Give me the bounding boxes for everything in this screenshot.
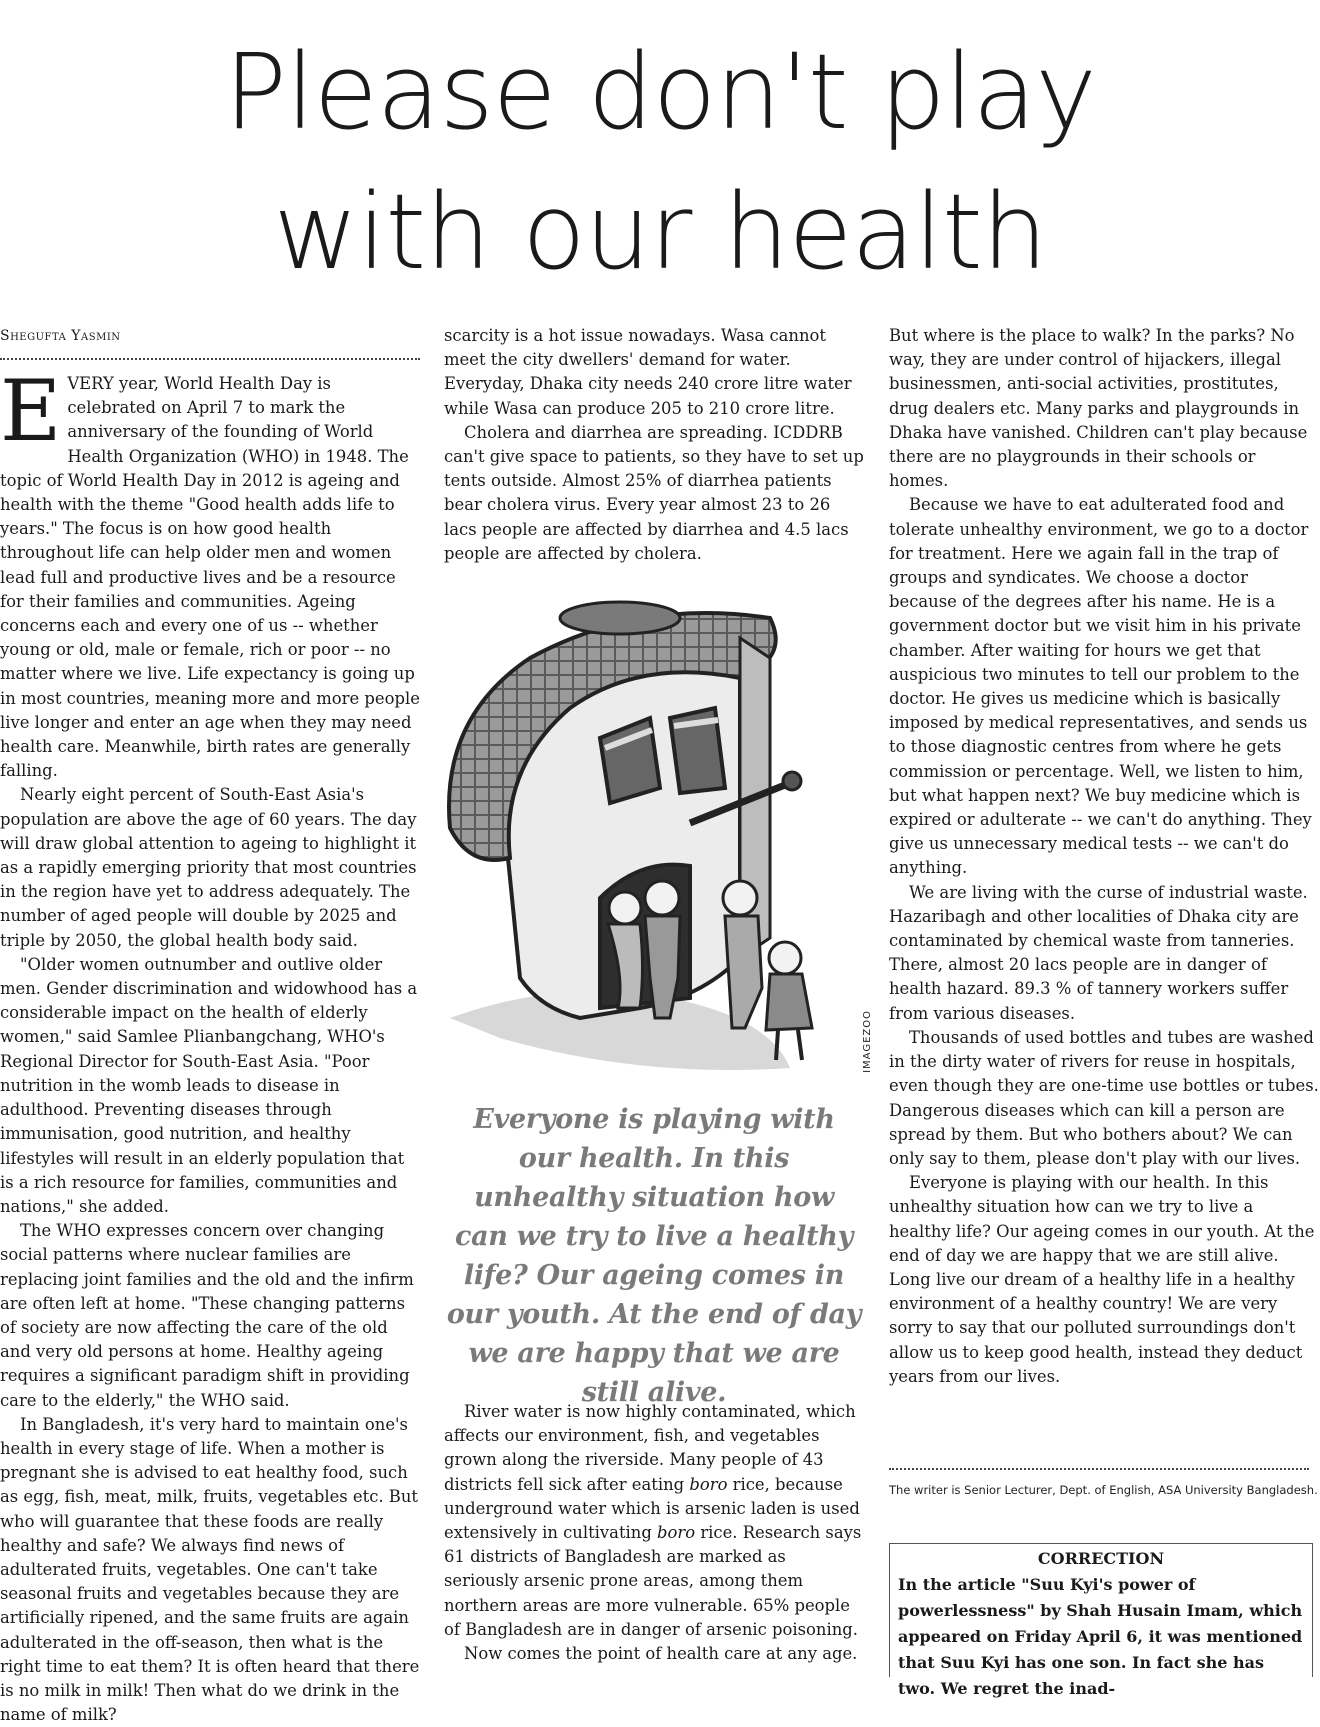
italic-term: boro <box>657 1523 696 1543</box>
text-run: River water is now highly contaminated, which affects our environment, fish, and vegetables grown along the riverside. Many people of 43 districts fell sick after eating <box>444 1402 856 1494</box>
person-2-head <box>645 881 679 915</box>
headline <box>0 22 1320 302</box>
article-paragraph: Everyone is playing with our health. In this unhealthy situation how can we try to live a healthy life? Our ageing comes in our youth. At the end of day we are happy that we are still alive. Long live our dream of a healthy life in a healthy environment of a healthy country! We are very sorry to say that our polluted surroundings don't allow us to keep good health, instead they deduct years from our lives. <box>889 1173 1315 1386</box>
headline-line-1: Please don't play <box>224 31 1096 153</box>
illustration-credit: IMAGEZOO <box>862 1010 873 1073</box>
person-4-leg <box>798 1030 802 1060</box>
person-3-body <box>725 916 762 1028</box>
person-4-body <box>766 974 812 1030</box>
article-paragraph: scarcity is a hot issue nowadays. Wasa cannot meet the city dwellers' demand for water. Everyday, Dhaka city needs 240 crore litre water while Wasa can produce 205 to 210 crore litre. <box>444 326 852 418</box>
byline-divider <box>0 358 420 360</box>
text-run: rice, because underground water which is arsenic laden is used extensively in cultivating <box>444 1474 860 1543</box>
article-paragraph: Cholera and diarrhea are spreading. ICDDRB can't give space to patients, so they have to set up tents outside. Almost 25% of diarrhea patients bear cholera virus. Every year almost 23 to 26 lacs people are affected by diarrhea and 4.5 lacs people are affected by cholera. <box>444 422 864 563</box>
thermometer-bulb <box>783 772 801 790</box>
article-paragraph: Now comes the point of health care at any age. <box>464 1644 858 1664</box>
first-paragraph-text: VERY year, World Health Day is celebrated on April 7 to mark the anniversary of the founding of World Health Organization (WHO) in 1948. The topic of World Health Day in 2012 is ageing and health with the theme "Good health adds life to years." The focus is on how good health throughout life can help older men and women lead full and productive lives and be a resource for their families and communities. Ageing concerns each and every one of us -- whether young or old, male or female, rich or poor -- no matter where we live. Life expectancy is going up in most countries, meaning more and more people live longer and enter an age when they may need health care. Meanwhile, birth rates are generally falling. <box>0 374 420 781</box>
writer-divider <box>889 1468 1309 1470</box>
person-4-head <box>769 942 801 974</box>
article-column-2-bottom <box>444 1400 864 1666</box>
article-paragraph <box>444 1400 864 1642</box>
pull-quote: Everyone is playing with our health. In this unhealthy situation how can we try to live a healthy life? Our ageing comes in our youth. At the end of day we are happy that we are still alive. <box>446 1104 862 1408</box>
article-column-3 <box>889 324 1319 1389</box>
article-column-2 <box>444 324 864 566</box>
drop-cap: E <box>0 362 62 460</box>
byline: Shegufta Yasmin <box>0 328 121 344</box>
correction-title: CORRECTION <box>1037 1549 1165 1568</box>
article-paragraph: In Bangladesh, it's very hard to maintain one's health in every stage of life. When a mother is pregnant she is advised to eat healthy food, such as egg, fish, meat, milk, fruits, vegetables etc. But who will guarantee that these foods are really healthy and safe? We always find news of adulterated fruits, vegetables. One can't take seasonal fruits and vegetables because they are artificially ripened, and the same fruits are again adulterated in the off-season, then what is the right time to eat them? It is often heard that there is no milk in milk! Then what do we drink in the name of milk? <box>0 1414 420 1725</box>
house-illustration <box>440 598 860 1088</box>
article-column-1 <box>0 324 420 1727</box>
article-paragraph <box>0 362 420 783</box>
writer-note: The writer is Senior Lecturer, Dept. of English, ASA University Bangladesh. <box>889 1483 1318 1497</box>
person-4-leg <box>776 1030 778 1060</box>
article-paragraph: The WHO expresses concern over changing social patterns where nuclear families are replacing joint families and the old and the infirm are often left at home. "These changing patterns of society are now affecting the care of the old and very old persons at home. Healthy ageing requires a significant paradigm shift in providing care to the elderly," the WHO said. <box>0 1221 414 1410</box>
headline-line-2: with our health <box>273 171 1047 293</box>
correction-box <box>889 1543 1313 1698</box>
italic-term: boro <box>689 1474 728 1494</box>
text-run: rice. Research says 61 districts of Bangladesh are marked as seriously arsenic prone areas, among them northern areas are more vulnerable. 65% people of Bangladesh are in danger of arsenic poisoning. <box>444 1523 862 1639</box>
person-1-head <box>609 892 641 924</box>
article-paragraph: Nearly eight percent of South-East Asia's population are above the age of 60 years. The day will draw global attention to ageing to highlight it as a rapidly emerging priority that most countries in the region have yet to address adequately. The number of aged people will double by 2025 and triple by 2050, the global health body said. <box>0 785 417 950</box>
correction-text: In the article "Suu Kyi's power of powerlessness" by Shah Husain Imam, which appeared on Friday April 6, it was mentioned that Suu Kyi has one son. In fact she has two. We regret the inad- <box>898 1575 1303 1698</box>
article-paragraph: But where is the place to walk? In the parks? No way, they are under control of hijackers, illegal businessmen, anti-social activities, prostitutes, drug dealers etc. Many parks and playgrounds in Dhaka have vanished. Children can't play because there are no playgrounds in their schools or homes. <box>889 326 1308 491</box>
sick-house-drawing <box>440 598 860 1088</box>
article-paragraph: "Older women outnumber and outlive older men. Gender discrimination and widowhood has a considerable impact on the health of elderly women," said Samlee Plianbangchang, WHO's Regional Director for South-East Asia. "Poor nutrition in the womb leads to disease in adulthood. Preventing diseases through immunisation, good nutrition, and healthy lifestyles will result in an elderly population that is a rich resource for families, communities and nations," she added. <box>0 954 418 1216</box>
person-3-head <box>723 881 757 915</box>
roof-knob <box>560 602 680 634</box>
article-paragraph: Thousands of used bottles and tubes are washed in the dirty water of rivers for reuse in hospitals, even though they are one-time use bottles or tubes. Dangerous diseases which can kill a person are spread by them. But who bothers about? We can only say to them, please don't play with our lives. <box>889 1027 1319 1168</box>
article-paragraph: We are living with the curse of industrial waste. Hazaribagh and other localities of Dhaka city are contaminated by chemical waste from tanneries. There, almost 20 lacs people are in danger of health hazard. 89.3 % of tannery workers suffer from various diseases. <box>889 882 1308 1023</box>
article-paragraph: Because we have to eat adulterated food and tolerate unhealthy environment, we go to a doctor for treatment. Here we again fall in the trap of groups and syndicates. We choose a doctor because of the degrees after his name. He is a government doctor but we visit him in his private chamber. After waiting for hours we get that auspicious two minutes to tell our problem to the doctor. He gives us medicine which is basically imposed by medical representatives, and sends us to those diagnostic centres from where he gets commission or percentage. Well, we listen to him, but what happen next? We buy medicine which is expired or adulterate -- we can't do anything. They give us unnecessary medical tests -- we can't do anything. <box>889 495 1312 878</box>
